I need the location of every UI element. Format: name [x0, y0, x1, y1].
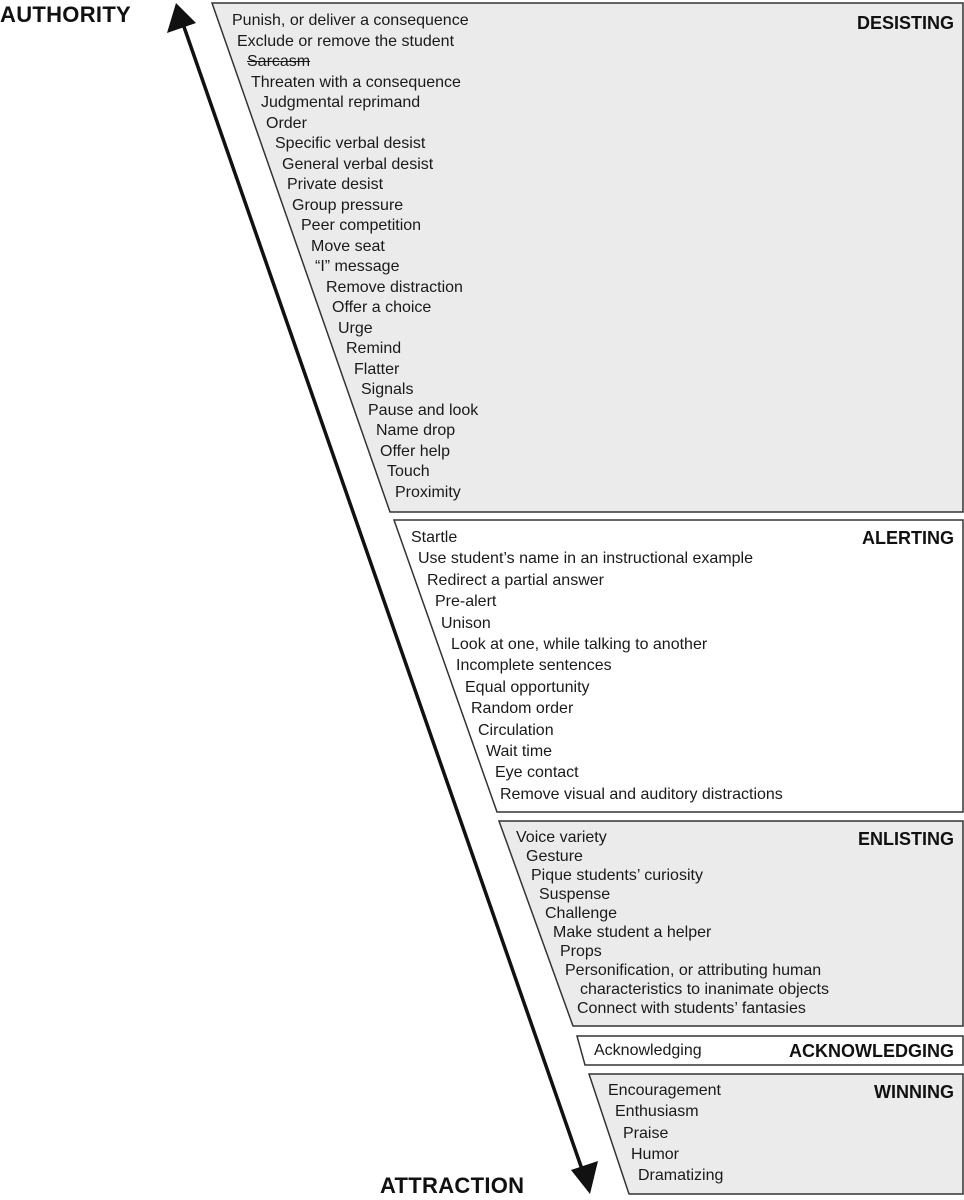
desisting-item: Peer competition: [301, 217, 422, 234]
enlisting-item: characteristics to inanimate objects: [580, 981, 829, 998]
attraction-label: ATTRACTION: [380, 1173, 525, 1198]
enlisting-item: Voice variety: [516, 829, 607, 846]
winning-title: WINNING: [874, 1082, 954, 1102]
alerting-item: Pre-alert: [435, 593, 497, 611]
alerting-item: Startle: [411, 529, 458, 546]
desisting-item: Group pressure: [292, 196, 404, 214]
winning-item: Dramatizing: [638, 1167, 724, 1185]
up-arrowhead-icon: [167, 3, 196, 33]
alerting-item: Use student’s name in an instructional example: [418, 550, 753, 568]
alerting-item: Wait time: [486, 743, 553, 760]
desisting-item: Move seat: [311, 237, 385, 255]
winning-item: Humor: [631, 1145, 680, 1163]
desisting-item: Private desist: [287, 176, 384, 193]
alerting-item: Circulation: [478, 721, 554, 739]
acknowledging-title: ACKNOWLEDGING: [789, 1041, 954, 1061]
down-arrowhead-icon: [571, 1161, 598, 1194]
alerting-item: Unison: [441, 614, 491, 632]
desisting-item: Proximity: [395, 483, 461, 501]
alerting-item: Incomplete sentences: [456, 657, 612, 675]
desisting-item: Specific verbal desist: [275, 135, 426, 152]
desisting-item: Offer a choice: [332, 299, 432, 316]
enlisting-item: Make student a helper: [553, 924, 712, 941]
desisting-item: Offer help: [380, 442, 450, 460]
desisting-item: Threaten with a consequence: [251, 73, 461, 91]
desisting-item: Remind: [346, 340, 402, 357]
authority-label: AUTHORITY: [0, 2, 132, 27]
desisting-item: “I” message: [315, 258, 400, 275]
desisting-item: Sarcasm: [247, 53, 311, 70]
acknowledging-item: Acknowledging: [594, 1042, 702, 1059]
winning-item: Encouragement: [608, 1082, 721, 1099]
desisting-item: Flatter: [354, 360, 400, 378]
alerting-title: ALERTING: [862, 528, 954, 548]
enlisting-item: Suspense: [539, 886, 611, 903]
alerting-item: Eye contact: [495, 764, 579, 782]
desisting-item: Remove distraction: [326, 278, 463, 296]
alerting-item: Equal opportunity: [465, 678, 590, 696]
enlisting-item: Gesture: [526, 848, 583, 865]
enlisting-title: ENLISTING: [857, 829, 954, 849]
alerting-item: Remove visual and auditory distractions: [500, 785, 783, 803]
enlisting-item: Props: [560, 943, 602, 960]
winning-item: Enthusiasm: [615, 1103, 699, 1121]
desisting-item: Urge: [338, 319, 373, 337]
alerting-item: Look at one, while talking to another: [451, 636, 708, 653]
alerting-item: Random order: [471, 700, 574, 718]
desisting-title: DESISTING: [856, 13, 954, 33]
desisting-item: Order: [266, 114, 307, 132]
desisting-item: Exclude or remove the student: [237, 32, 455, 50]
desisting-item: Signals: [361, 381, 414, 398]
desisting-item: Name drop: [376, 422, 456, 439]
enlisting-item: Personification, or attributing human: [565, 962, 822, 979]
desisting-item: Punish, or deliver a consequence: [232, 12, 469, 29]
alerting-item: Redirect a partial answer: [427, 571, 604, 589]
winning-item: Praise: [623, 1124, 669, 1142]
desisting-item: Judgmental reprimand: [261, 94, 421, 111]
enlisting-item: Connect with students’ fantasies: [577, 1000, 806, 1017]
desisting-item: Touch: [387, 463, 430, 480]
desisting-item: Pause and look: [368, 401, 479, 419]
desisting-item: General verbal desist: [282, 155, 434, 173]
enlisting-item: Challenge: [545, 905, 618, 922]
enlisting-item: Pique students’ curiosity: [531, 867, 703, 884]
